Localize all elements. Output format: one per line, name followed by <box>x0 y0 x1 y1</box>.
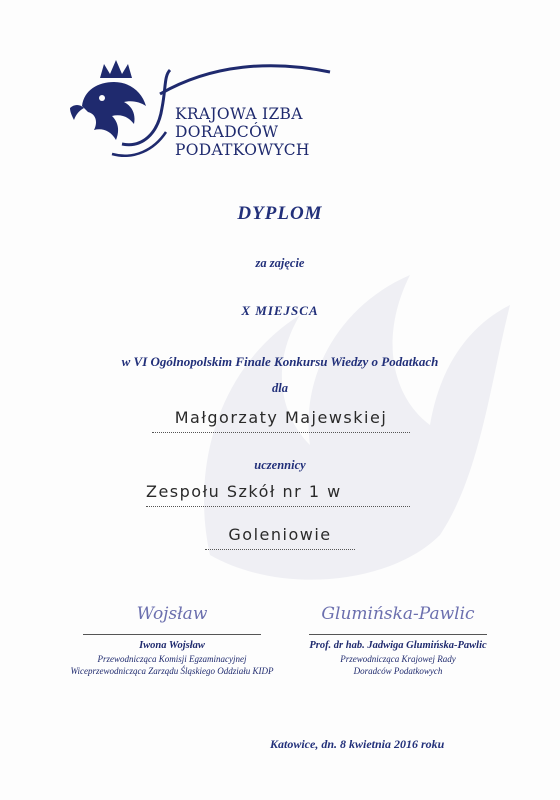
for-text: dla <box>272 381 288 395</box>
for-taking-text: za zajęcie <box>255 256 305 270</box>
signature-left-rule <box>83 634 261 635</box>
signature-right-name: Prof. dr hab. Jadwiga Glumińska-Pawlic <box>309 640 487 651</box>
place-date: Katowice, dn. 8 kwietnia 2016 roku <box>270 737 445 751</box>
logo-swoosh-icon <box>62 58 332 98</box>
signature-right <box>278 604 518 677</box>
diploma-title: DYPLOM <box>237 203 323 224</box>
signature-right-rule <box>309 634 487 635</box>
organization-line-2: DORADCÓW <box>175 123 279 141</box>
organization-name <box>175 105 310 159</box>
event-text: w VI Ogólnopolskim Finale Konkursu Wiedzy o Podatkach <box>121 354 439 369</box>
place-text: X MIEJSCA <box>241 303 319 318</box>
signature-left <box>52 604 292 677</box>
student-of-text: uczennicy <box>254 458 306 472</box>
signature-left-role-2: Wiceprzewodnicząca Zarządu Śląskiego Oddziału KIDP <box>70 666 274 676</box>
signature-left-role-1: Przewodnicząca Komisji Egzaminacyjnej <box>97 654 247 664</box>
signature-right-handwriting: Glumińska-Pawlic <box>321 604 475 624</box>
organization-line-1: KRAJOWA IZBA <box>175 105 303 123</box>
recipient-name: Małgorzaty Majewskiej <box>152 408 410 433</box>
signature-right-role-1: Przewodnicząca Krajowej Rady <box>340 654 456 664</box>
organization-line-3: PODATKOWYCH <box>175 141 310 159</box>
signature-right-role-2: Doradców Podatkowych <box>353 666 443 676</box>
school-line-1: Zespołu Szkół nr 1 w <box>146 482 410 507</box>
signature-left-name: Iwona Wojsław <box>139 640 205 651</box>
school-line-2: Goleniowie <box>205 525 355 550</box>
signature-left-handwriting: Wojsław <box>136 604 208 624</box>
